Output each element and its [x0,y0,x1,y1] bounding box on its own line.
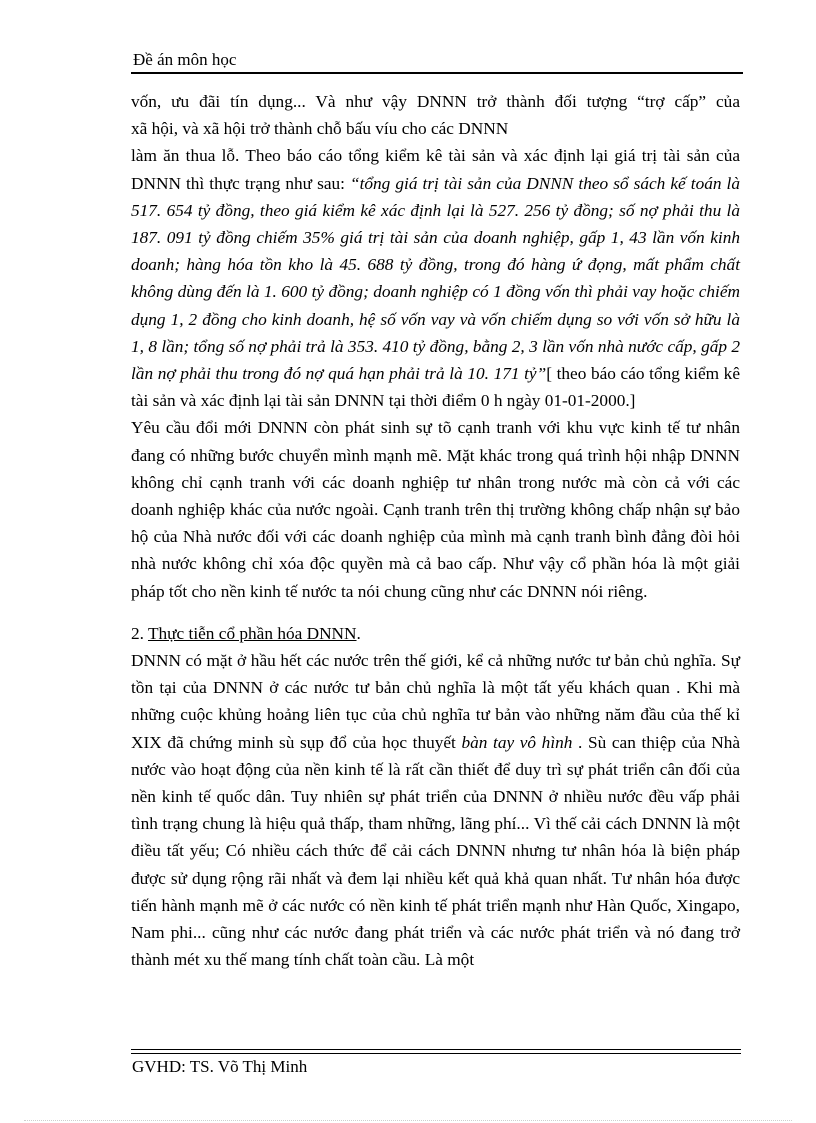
document-body [131,88,740,974]
paragraph-practice [131,647,740,973]
footer-supervisor: GVHD: TS. Võ Thị Minh [132,1057,308,1076]
page-header [131,48,743,74]
page-edge-divider [24,1120,792,1121]
section-period: . [356,623,361,643]
section-heading [131,620,740,647]
audit-source: [ theo báo cáo tổng kiểm kê tài sản và xác định lại tài sản DNNN tại thời điểm 0 h ngày 01-01-2000.] [131,364,740,411]
intro-line-2: xã hội, và xã hội trở thành chỗ bấu víu cho các DNNN [131,119,509,139]
paragraph-practice-lead: DNNN có mặt ở hầu hết các nước trên thế giới, kể cả những nước tư bản chủ nghĩa. Sự tồn tại của DNNN ở các nước tư bản chủ nghĩa là một tất yếu khách quan . Khi mà những cuộc khủng hoảng liên tục của chủ nghĩa tư bản vào những năm đầu của thế kỉ XIX đã chứng minh sù sụp đổ của học thuyết [131,651,740,752]
paragraph-competition: Yêu cầu đổi mới DNNN còn phát sinh sự tõ cạnh tranh với khu vực kinh tế tư nhân đang có những bước chuyển mình mạnh mẽ. Mặt khác trong quá trình hội nhập DNNN không chỉ cạnh tranh với các doanh nghiệp tư nhân trong nước mà còn cả với các doanh nghiệp khác của nước ngoài. Cạnh tranh trên thị trường không chấp nhận sự bảo hộ của Nhà nước đối với các doanh nghiệp của mình mà cạnh tranh bình đẳng đòi hỏi nhà nước không chỉ xóa độc quyền mà cả bao cấp. Như vậy cổ phần hóa là một giải pháp tốt cho nền kinh tế nước ta nói chung cũng như các DNNN nói riêng. [131,418,740,601]
footer-double-rule [131,1049,741,1054]
header-title: Đề án môn học [133,50,237,69]
intro-line: vốn, ưu đãi tín dụng... Và như vậy DNNN trở thành đối tượng “trợ cấp” của [131,92,740,111]
section-title: Thực tiễn cổ phần hóa DNNN [147,623,357,643]
paragraph-audit-lead: làm ăn thua lỗ. Theo báo cáo tổng kiểm kê tài sản và xác định lại giá trị tài sản của DNNN thì thực trạng như sau: [131,146,740,193]
audit-quote: “tổng giá trị tài sản của DNNN theo sổ sách kế toán là 517. 654 tỷ đồng, theo giá kiểm kê xác định lại là 527. 256 tỷ đồng; số nợ phải thu là 187. 091 tỷ đồng chiếm 35% giá trị tài sản của doanh nghiệp, gấp 1, 43 lần vốn kinh doanh; hàng hóa tồn kho là 45. 688 tỷ đồng, trong đó hàng ứ đọng, mất phẩm chất không dùng đến là 1. 600 tỷ đồng; doanh nghiệp có 1 đồng vốn thì phải vay hoặc chiếm dụng 1, 2 đồng cho kinh doanh, hệ số vốn vay và vốn chiếm dụng so với vốn sở hữu là 1, 8 lần; tổng số nợ phải trả là 353. 410 tỷ đồng, bằng 2, 3 lần vốn nhà nước cấp, gấp 2 lần nợ phải thu trong đó nợ quá hạn phải trả là 10. 171 tỷ” [131,173,740,384]
paragraph-audit [131,142,740,414]
section-number: 2. [131,623,148,643]
paragraph-practice-rest: . Sù can thiệp của Nhà nước vào hoạt động của nền kinh tế là rất cần thiết để duy trì sự phát triển cân đối của nền kinh tế quốc dân. Tuy nhiên sự phát triển của DNNN ở nhiều nước đều vấp phải tình trạng chung là hiệu quả thấp, tham những, lãng phí... Vì thế cải cách DNNN là một điều tất yếu; Có nhiều cách thức để cải cách DNNN nhưng tư nhân hóa là biện pháp được sử dụng rộng rãi nhất và đem lại nhiều kết quả khả quan nhất. Tư nhân hóa được tiến hành mạnh mẽ ở các nước có nền kinh tế phát triển mạnh như Hàn Quốc, Xingapo, Nam phi... cũng như các nước đang phát triển và các nước phát triển và nó đang trở thành mét xu thế mang tính chất toàn cầu. Là một [131,732,741,970]
invisible-hand-phrase: bàn tay vô hình [461,732,573,752]
